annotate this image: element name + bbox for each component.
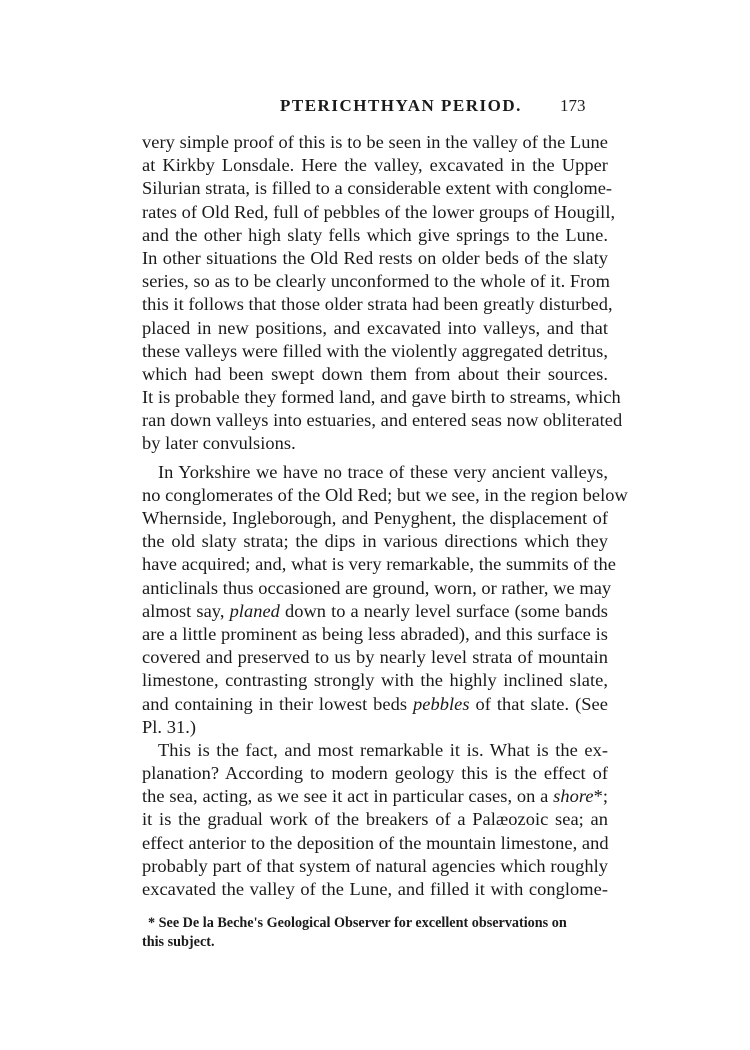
text-line: Pl. 31.) — [142, 716, 197, 737]
text-line: This is the fact, and most remarkable it is. What is the ex- — [158, 739, 608, 760]
text-run: and containing in their lowest beds — [142, 693, 408, 714]
text-line: ran down valleys into estuaries, and entered seas now obliterated — [142, 410, 623, 431]
text-run: of that slate. (See — [475, 693, 608, 714]
text-line: Silurian strata, is filled to a considerable extent with conglome- — [142, 178, 613, 199]
footnote-marker: *; — [593, 786, 608, 807]
text-line: these valleys were filled with the violently aggregated detritus, — [142, 340, 608, 361]
paragraph-3 — [142, 739, 608, 901]
text-line: anticlinals thus occasioned are ground, worn, or rather, we may — [142, 577, 612, 598]
text-line: placed in new positions, and excavated into valleys, and that — [142, 317, 608, 338]
text-line: Whernside, Ingleborough, and Penyghent, the displacement of — [142, 508, 608, 528]
text-line: no conglomerates of the Old Red; but we see, in the region below — [142, 484, 628, 505]
running-title: PTERICHTHYAN PERIOD. — [280, 96, 522, 115]
text-line: have acquired; and, what is very remarkable, the summits of the — [142, 554, 616, 575]
text-line: limestone, contrasting strongly with the highly inclined slate, — [142, 670, 608, 691]
text-line: it is the gradual work of the breakers of a Palæozoic sea; an — [142, 809, 608, 830]
footnote-line: * See De la Beche's Geological Observer for excellent observations on — [148, 915, 567, 931]
text-line: In other situations the Old Red rests on older beds of the slaty — [142, 247, 608, 268]
text-line: planation? According to modern geology this is the effect of — [142, 763, 608, 784]
text-line: probably part of that system of natural agencies which roughly — [142, 855, 608, 876]
text-line: covered and preserved to us by nearly level strata of mountain — [142, 647, 608, 668]
footnote-line: this subject. — [142, 934, 215, 950]
text-line — [142, 600, 608, 623]
italic-word: pebbles — [413, 693, 470, 714]
body-text — [142, 131, 628, 901]
text-line: are a little prominent as being less abraded), and this surface is — [142, 623, 608, 644]
text-run: the sea, acting, as we see it act in particular cases, on a — [142, 786, 549, 807]
text-line: rates of Old Red, full of pebbles of the lower groups of Hougill, — [142, 201, 616, 222]
text-run: down to a nearly level surface (some bands — [284, 600, 608, 621]
italic-word: planed — [229, 600, 280, 621]
text-line: In Yorkshire we have no trace of these very ancient valleys, — [158, 461, 608, 482]
text-line: very simple proof of this is to be seen in the valley of the Lune — [142, 132, 608, 152]
paragraph-2 — [142, 461, 628, 739]
italic-word: shore — [553, 786, 594, 807]
text-line: excavated the valley of the Lune, and filled it with conglome- — [142, 879, 608, 899]
text-line: this it follows that those older strata had been greatly disturbed, — [142, 294, 613, 315]
text-line: series, so as to be clearly unconformed to the whole of it. From — [142, 271, 610, 292]
paragraph-1 — [142, 131, 623, 456]
running-head — [0, 96, 750, 126]
footnote — [142, 914, 608, 952]
text-line — [142, 785, 608, 808]
page-number: 173 — [560, 96, 586, 115]
text-line: at Kirkby Lonsdale. Here the valley, excavated in the Upper — [142, 155, 608, 176]
text-line: effect anterior to the deposition of the mountain limestone, and — [142, 832, 609, 853]
text-line: It is probable they formed land, and gave birth to streams, which — [142, 387, 621, 408]
text-line: which had been swept down them from about their sources. — [142, 363, 608, 384]
text-line: the old slaty strata; the dips in various directions which they — [142, 531, 608, 552]
text-run: almost say, — [142, 600, 225, 621]
text-line: by later convulsions. — [142, 433, 296, 454]
text-line: and the other high slaty fells which give springs to the Lune. — [142, 224, 608, 245]
text-line — [142, 693, 608, 716]
